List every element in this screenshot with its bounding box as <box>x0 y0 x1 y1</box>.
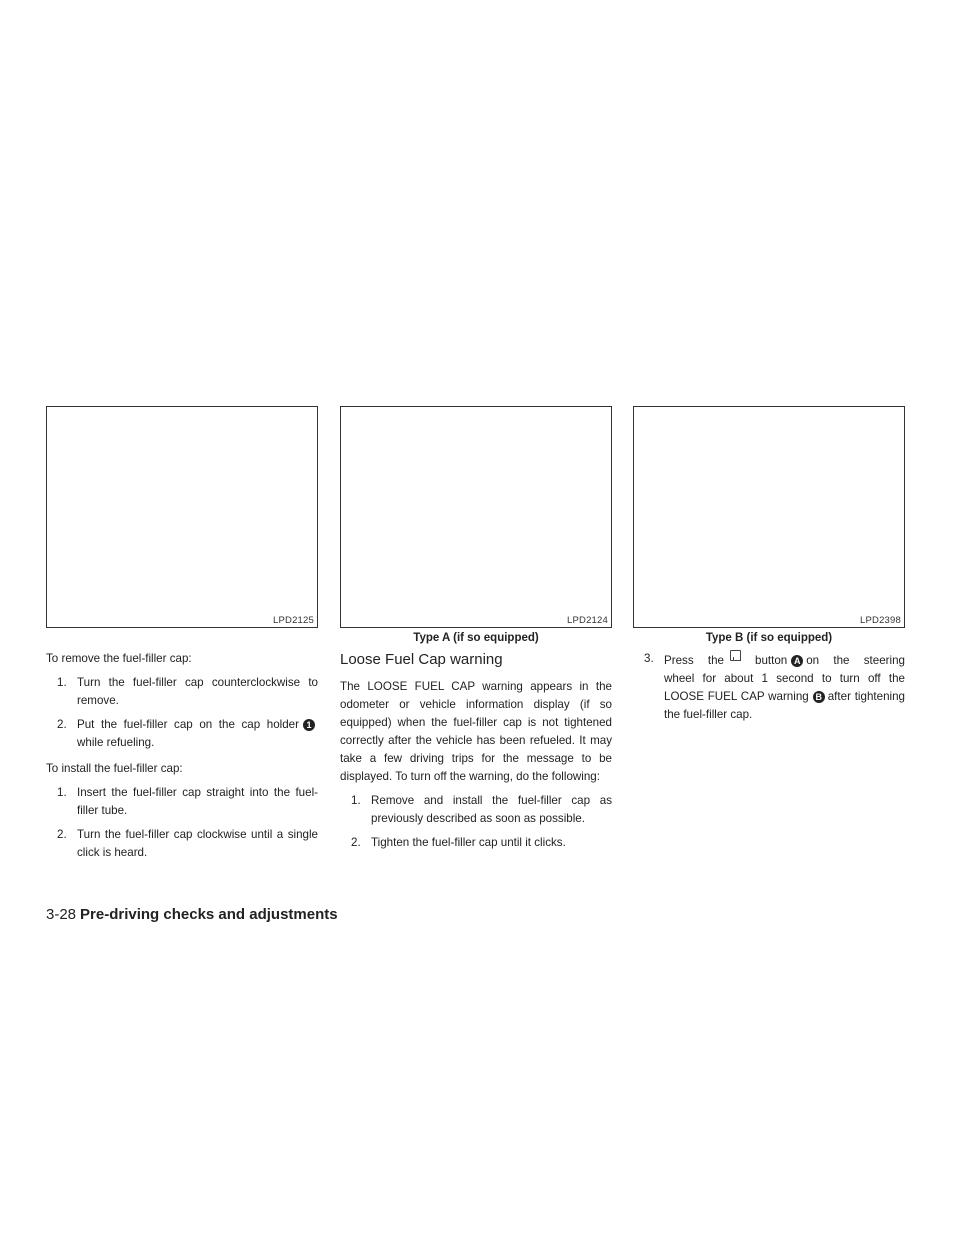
step-text: on the steering wheel for about 1 second to turn off the LOOSE FUEL CAP warning <box>664 654 905 703</box>
warning-steps-continued <box>633 650 905 724</box>
figure-caption-type-a: Type A (if so equipped) <box>413 632 539 644</box>
list-item <box>46 674 318 710</box>
remove-intro: To remove the fuel-filler cap: <box>46 652 192 665</box>
list-item <box>340 792 612 828</box>
figure-lpd2398 <box>633 406 905 628</box>
step-text: while refueling. <box>77 736 155 749</box>
step-number: 1. <box>57 786 67 799</box>
callout-marker-a: A <box>791 655 803 667</box>
warning-steps <box>340 792 612 852</box>
figure-caption-type-b: Type B (if so equipped) <box>705 632 833 644</box>
step-number: 3. <box>644 652 654 665</box>
list-item <box>633 650 905 724</box>
step-number: 2. <box>351 836 361 849</box>
column-loose-fuel-cap <box>340 650 612 860</box>
step-number: 1. <box>351 794 361 807</box>
figure-code: LPD2125 <box>272 615 314 626</box>
step-number: 2. <box>57 718 67 731</box>
figure-lpd2124 <box>340 406 612 628</box>
callout-marker-1: 1 <box>303 719 315 731</box>
page-number: 3-28 <box>46 906 77 923</box>
list-item <box>46 784 318 820</box>
step-text: Put the fuel-filler cap on the cap holder <box>77 718 299 731</box>
remove-steps <box>46 674 318 752</box>
figure-code: LPD2398 <box>859 615 901 626</box>
step-text: after tightening the fuel-filler cap. <box>664 690 905 721</box>
install-intro: To install the fuel-filler cap: <box>46 762 183 775</box>
section-body: The LOOSE FUEL CAP warning appears in the odometer or vehicle information display (if so equipped) when the fuel-filler cap is not tightened correctly after the vehicle has been refueled. It may take a few driving trips for the message to be displayed. To turn off the warning, do the following: <box>340 680 612 783</box>
step-text: Remove and install the fuel-filler cap as previously described as soon as possible. <box>371 794 612 825</box>
step-text: Insert the fuel-filler cap straight into the fuel-filler tube. <box>77 786 318 817</box>
list-item <box>46 716 318 752</box>
section-title: Pre-driving checks and adjustments <box>80 906 338 923</box>
callout-marker-b: B <box>813 691 825 703</box>
step-text: Turn the fuel-filler cap clockwise until a single click is heard. <box>77 828 318 859</box>
install-steps <box>46 784 318 862</box>
step-text: button <box>755 654 788 667</box>
figure-lpd2125 <box>46 406 318 628</box>
figure-code: LPD2124 <box>566 615 608 626</box>
step-number: 1. <box>57 676 67 689</box>
section-heading: Loose Fuel Cap warning <box>340 651 503 668</box>
display-button-icon <box>730 650 741 661</box>
step-number: 2. <box>57 828 67 841</box>
column-remove-install <box>46 650 318 870</box>
step-text: Press the <box>664 654 724 667</box>
step-text: Tighten the fuel-filler cap until it clicks. <box>371 836 566 849</box>
list-item <box>340 834 612 852</box>
column-step-3 <box>633 650 905 732</box>
step-text: Turn the fuel-filler cap counterclockwise to remove. <box>77 676 318 707</box>
list-item <box>46 826 318 862</box>
page-footer <box>46 906 338 923</box>
